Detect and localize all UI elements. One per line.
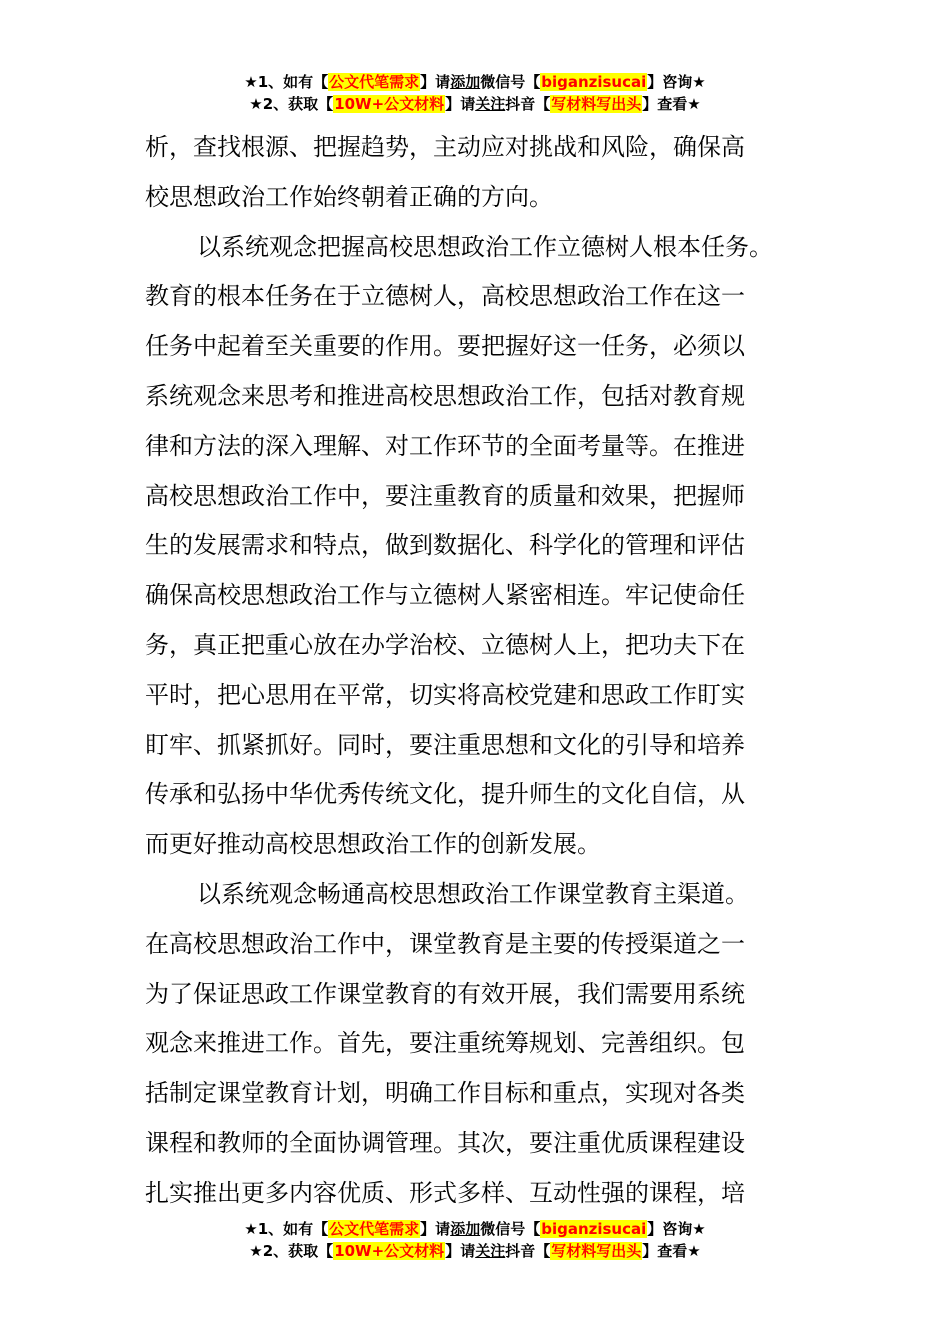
highlight-text: 公文代笔需求	[329, 1220, 420, 1238]
banner-text: 微信号【	[480, 73, 541, 91]
banner-text: 】查看★	[642, 1242, 701, 1260]
paragraph-3	[145, 870, 815, 1219]
banner-text: 2、获取【	[262, 95, 334, 113]
banner-text: 】请	[420, 73, 451, 91]
highlight-text: 10W+公文材料	[334, 95, 445, 113]
text-line: 括制定课堂教育计划，明确工作目标和重点，实现对各类	[145, 1079, 745, 1108]
banner-text: 】请	[420, 1220, 451, 1238]
banner-text: 抖音【	[505, 1242, 551, 1260]
star-icon: ★	[249, 95, 263, 113]
banner-text: 】查看★	[642, 95, 701, 113]
emphasis-text: 添加	[450, 1220, 481, 1238]
banner-line-1	[0, 1218, 950, 1240]
banner-text: 】咨询★	[647, 73, 706, 91]
text-line: 为了保证思政工作课堂教育的有效开展，我们需要用系统	[145, 979, 745, 1008]
banner-text: 】咨询★	[647, 1220, 706, 1238]
douyin-account: 写材料写出头	[551, 95, 642, 113]
text-line: 扎实推出更多内容优质、形式多样、互动性强的课程，培	[145, 1178, 745, 1207]
banner-text: 1、如有【	[257, 73, 329, 91]
text-line: 析，查找根源、把握趋势，主动应对挑战和风险，确保高	[145, 133, 745, 161]
banner-text: 】请	[445, 1242, 476, 1260]
text-line: 而更好推动高校思想政治工作的创新发展。	[145, 830, 601, 859]
emphasis-text: 添加	[450, 73, 481, 91]
star-icon: ★	[249, 1242, 263, 1260]
text-line: 观念来推进工作。首先，要注重统筹规划、完善组织。包	[145, 1029, 745, 1058]
text-line: 务，真正把重心放在办学治校、立德树人上，把功夫下在	[145, 630, 745, 659]
banner-text: 1、如有【	[257, 1220, 329, 1238]
text-line: 高校思想政治工作中，要注重教育的质量和效果，把握师	[145, 481, 745, 510]
emphasis-text: 关注	[475, 95, 506, 113]
text-line: 系统观念来思考和推进高校思想政治工作，包括对教育规	[145, 381, 745, 410]
banner-line-1	[0, 71, 950, 93]
banner-line-2	[0, 1240, 950, 1262]
text-line: 课程和教师的全面协调管理。其次，要注重优质课程建设	[145, 1128, 745, 1157]
text-line: 传承和弘扬中华优秀传统文化，提升师生的文化自信，从	[145, 780, 745, 809]
paragraph-2	[145, 223, 815, 870]
text-line: 盯牢、抓紧抓好。同时，要注重思想和文化的引导和培养	[145, 730, 745, 759]
paragraph-heading: 以系统观念畅通高校思想政治工作课堂教育主渠道。	[197, 879, 749, 908]
paragraph-heading: 以系统观念把握高校思想政治工作立德树人根本任务。	[197, 232, 773, 261]
header-banner	[0, 71, 950, 115]
star-icon: ★	[244, 1220, 258, 1238]
text-line: 在高校思想政治工作中，课堂教育是主要的传授渠道之一	[145, 929, 745, 958]
footer-banner	[0, 1218, 950, 1262]
highlight-text: 10W+公文材料	[334, 1242, 445, 1260]
text-line: 任务中起着至关重要的作用。要把握好这一任务，必须以	[145, 332, 745, 361]
text-line: 律和方法的深入理解、对工作环节的全面考量等。在推进	[145, 431, 745, 460]
text-line: 校思想政治工作始终朝着正确的方向。	[145, 182, 553, 211]
highlight-text: 公文代笔需求	[329, 73, 420, 91]
wechat-id: biganzisucai	[541, 73, 647, 91]
star-icon: ★	[244, 73, 258, 91]
banner-text: 】请	[445, 95, 476, 113]
text-line: 确保高校思想政治工作与立德树人紧密相连。牢记使命任	[145, 581, 745, 610]
text-line: 教育的根本任务在于立德树人，高校思想政治工作在这一	[145, 282, 745, 311]
banner-text: 微信号【	[480, 1220, 541, 1238]
text-line: 生的发展需求和特点，做到数据化、科学化的管理和评估	[145, 531, 745, 560]
douyin-account: 写材料写出头	[551, 1242, 642, 1260]
banner-text: 2、获取【	[262, 1242, 334, 1260]
banner-text: 抖音【	[505, 95, 551, 113]
wechat-id: biganzisucai	[541, 1220, 647, 1238]
paragraph-1	[145, 123, 815, 223]
text-line: 平时，把心思用在平常，切实将高校党建和思政工作盯实	[145, 680, 745, 709]
emphasis-text: 关注	[475, 1242, 506, 1260]
banner-line-2	[0, 93, 950, 115]
document-body	[145, 123, 815, 1219]
